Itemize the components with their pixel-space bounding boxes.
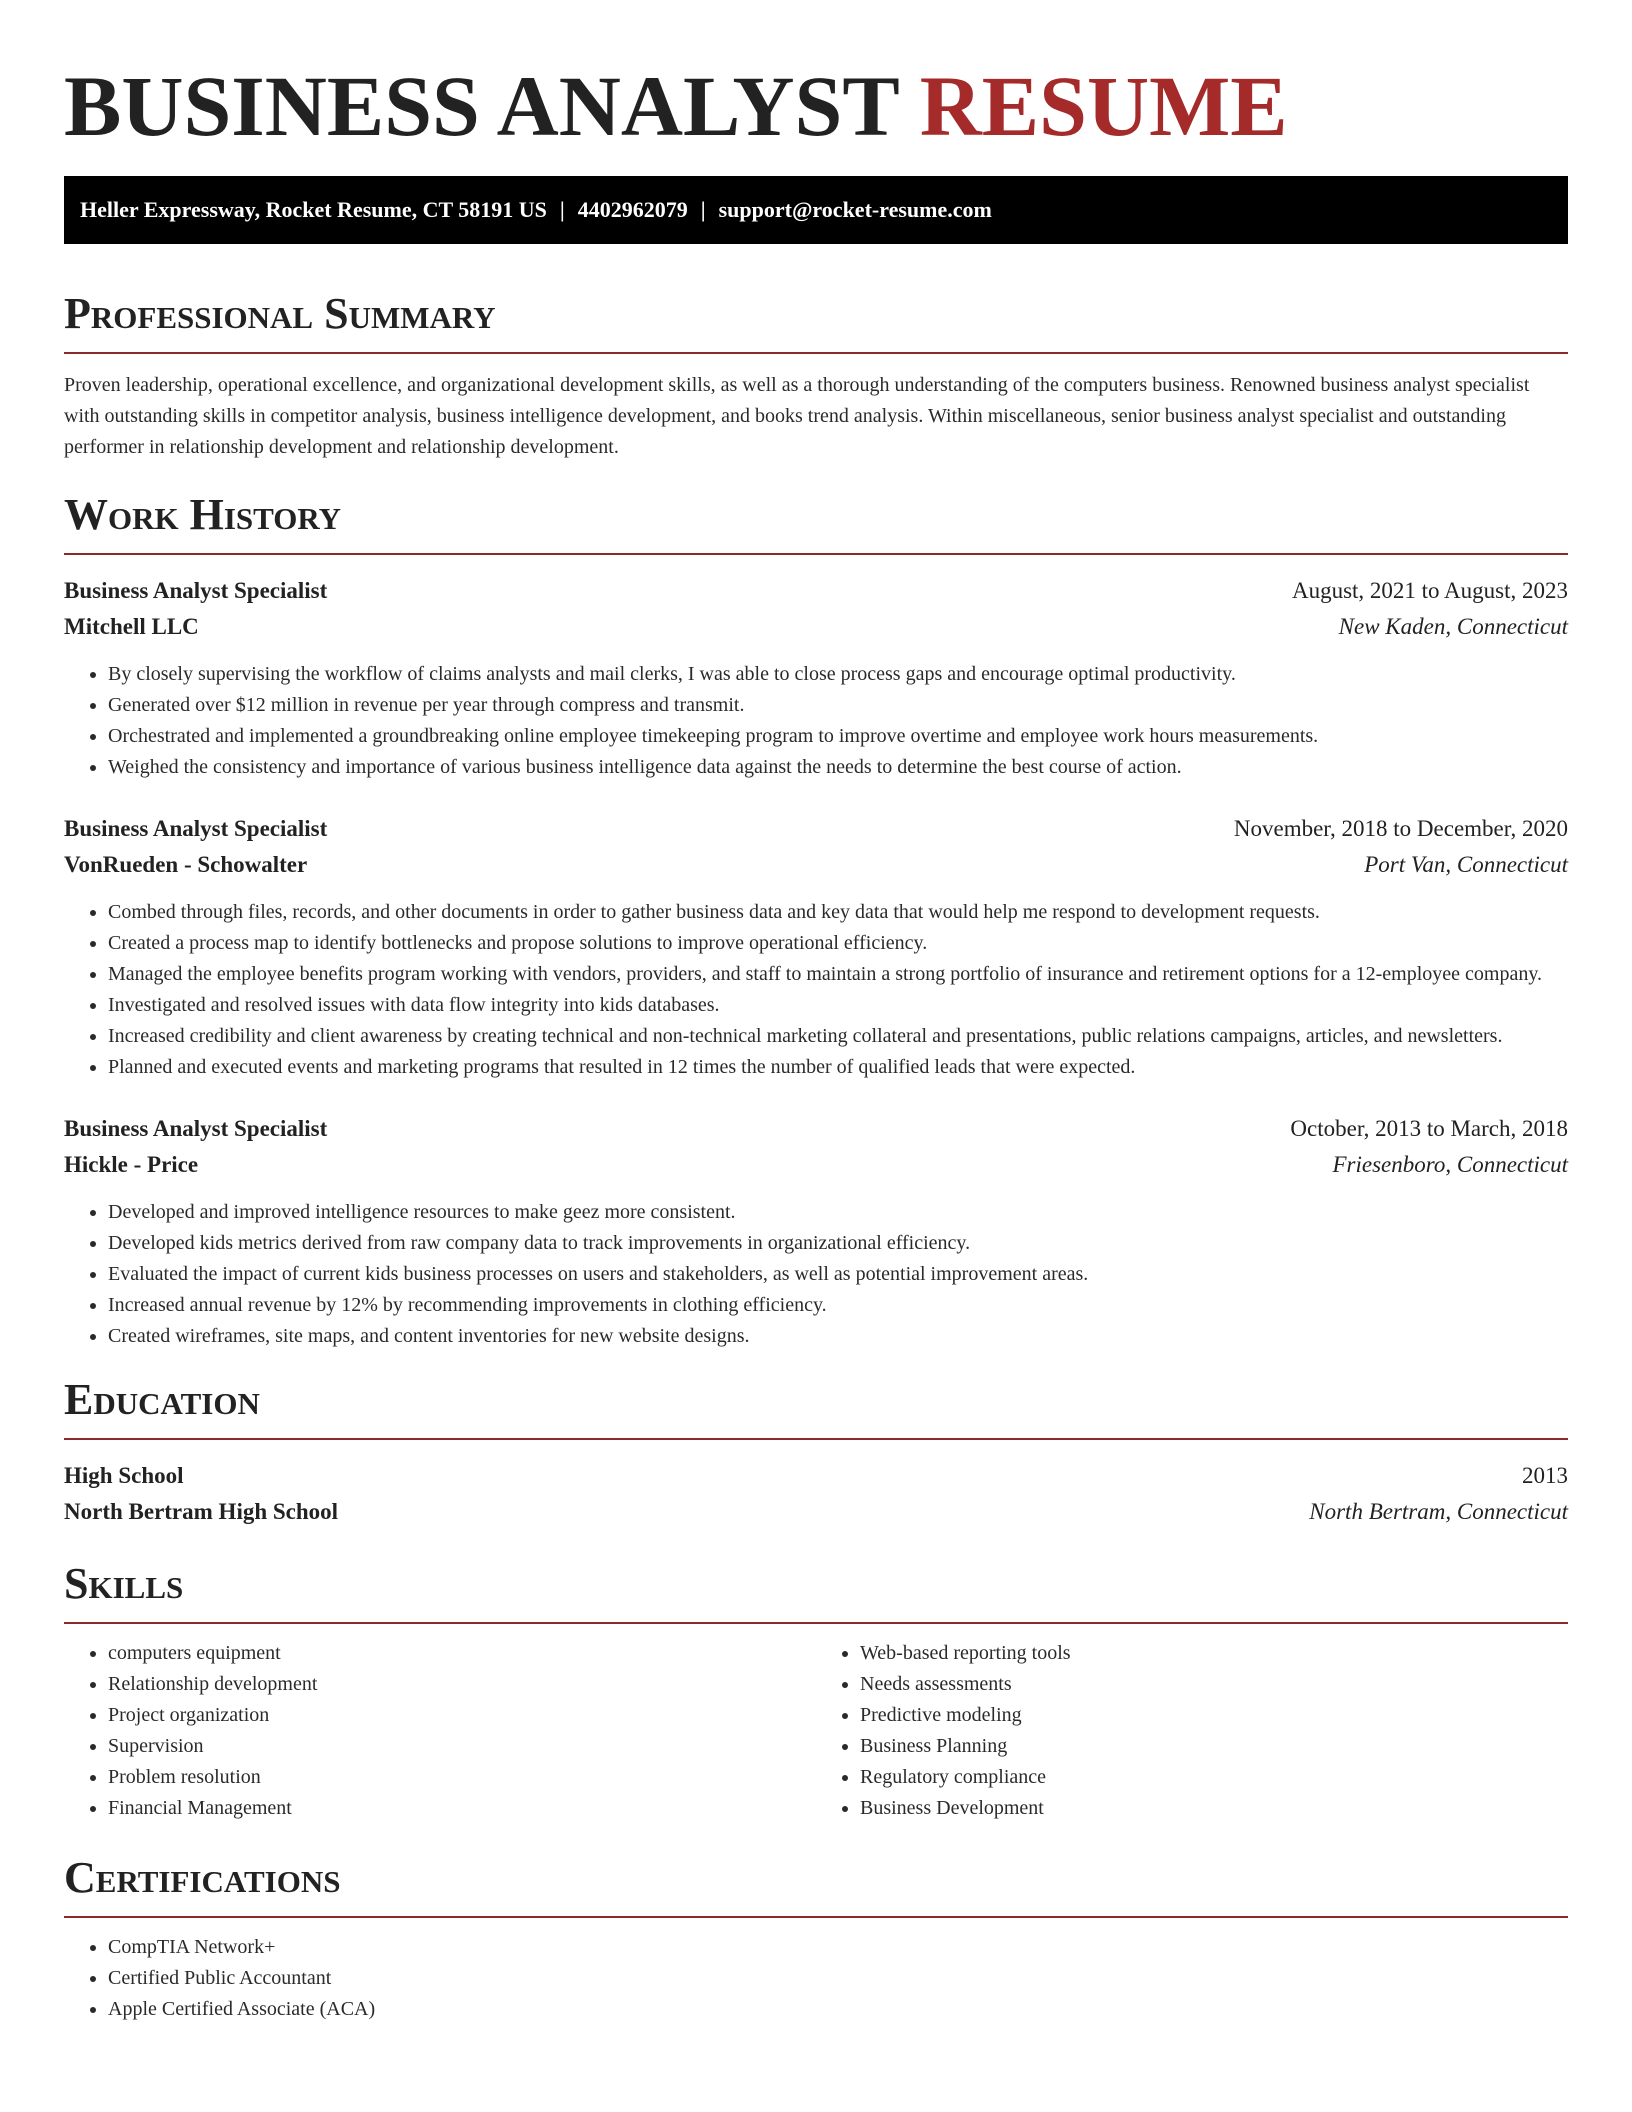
skill-item: • Business Development (860, 1793, 1568, 1824)
skill-item: • Regulatory compliance (860, 1762, 1568, 1793)
section-heading-summary: Professional Summary (64, 289, 496, 338)
resume-title (64, 56, 1568, 156)
skills-list-left (64, 1638, 816, 1824)
title-accent: RESUME (919, 58, 1288, 154)
certifications-list (64, 1932, 1568, 2025)
job-bullets (64, 1197, 1568, 1352)
section-heading-skills: Skills (64, 1559, 184, 1608)
job-bullets (64, 897, 1568, 1083)
job-bullet: • Managed the employee benefits program working with vendors, providers, and staff to maintain a strong portfolio of insurance and retirement options for a 12-employee company. (108, 959, 1568, 990)
title-main: BUSINESS ANALYST (64, 58, 899, 154)
education-section (64, 1374, 1568, 1530)
skill-item: • Relationship development (108, 1669, 816, 1700)
contact-separator: | (559, 197, 565, 222)
job-dates: November, 2018 to December, 2020 (1233, 816, 1568, 841)
section-divider (64, 1438, 1568, 1440)
job-title: Business Analyst Specialist (64, 816, 328, 841)
job-bullet: • Created a process map to identify bottlenecks and propose solutions to improve operational efficiency. (108, 928, 1568, 959)
section-divider (64, 1916, 1568, 1918)
job-bullet: • Increased credibility and client awareness by creating technical and non-technical marketing collateral and presentations, public relations campaigns, articles, and newsletters. (108, 1021, 1568, 1052)
section-divider (64, 553, 1568, 555)
job-dates: August, 2021 to August, 2023 (1291, 578, 1568, 603)
contact-separator: | (700, 197, 706, 222)
certifications-section (64, 1852, 1568, 2025)
job-entry (64, 573, 1568, 783)
job-company: Hickle - Price (64, 1152, 199, 1177)
job-location: Friesenboro, Connecticut (1332, 1152, 1568, 1177)
job-title: Business Analyst Specialist (64, 578, 328, 603)
section-heading-education: Education (64, 1375, 260, 1424)
job-location: New Kaden, Connecticut (1338, 614, 1568, 639)
summary-section (64, 288, 1568, 463)
education-entry (64, 1458, 1568, 1530)
job-bullet: • Generated over $12 million in revenue per year through compress and transmit. (108, 690, 1568, 721)
job-bullet: • Developed and improved intelligence resources to make geez more consistent. (108, 1197, 1568, 1228)
contact-bar (64, 176, 1568, 244)
contact-address: Heller Expressway, Rocket Resume, CT 58191 US (80, 197, 547, 222)
job-company: VonRueden - Schowalter (64, 852, 308, 877)
skill-item: • Business Planning (860, 1731, 1568, 1762)
job-bullet: • Investigated and resolved issues with data flow integrity into kids databases. (108, 990, 1568, 1021)
job-dates: October, 2013 to March, 2018 (1290, 1116, 1568, 1141)
certification-item: • Apple Certified Associate (ACA) (108, 1994, 1568, 2025)
job-location: Port Van, Connecticut (1364, 852, 1568, 877)
job-bullet: • Developed kids metrics derived from raw company data to track improvements in organizational efficiency. (108, 1228, 1568, 1259)
work-section (64, 489, 1568, 1352)
education-degree: High School (64, 1463, 184, 1488)
job-bullet: • Combed through files, records, and other documents in order to gather business data and key data that would help me respond to development requests. (108, 897, 1568, 928)
skill-item: • computers equipment (108, 1638, 816, 1669)
section-heading-certifications: Certifications (64, 1853, 341, 1902)
job-bullet: • Created wireframes, site maps, and content inventories for new website designs. (108, 1321, 1568, 1352)
job-bullet: • Planned and executed events and marketing programs that resulted in 12 times the number of qualified leads that were expected. (108, 1052, 1568, 1083)
skill-item: • Needs assessments (860, 1669, 1568, 1700)
skill-item: • Predictive modeling (860, 1700, 1568, 1731)
resume-page (64, 0, 1568, 2025)
summary-text: Proven leadership, operational excellence, and organizational development skills, as well as a thorough understanding of the computers business. Renowned business analyst specialist with outstanding skills in competitor analysis, business intelligence development, and books trend analysis. Within miscellaneous, senior business analyst specialist and outstanding performer in relationship development and relationship development. (64, 374, 1530, 458)
job-bullet: • Increased annual revenue by 12% by recommending improvements in clothing efficiency. (108, 1290, 1568, 1321)
job-entry (64, 811, 1568, 1083)
certification-item: • Certified Public Accountant (108, 1963, 1568, 1994)
contact-email: support@rocket-resume.com (718, 197, 992, 222)
certification-item: • CompTIA Network+ (108, 1932, 1568, 1963)
skill-item: • Project organization (108, 1700, 816, 1731)
skill-item: • Problem resolution (108, 1762, 816, 1793)
job-bullet: • By closely supervising the workflow of claims analysts and mail clerks, I was able to close process gaps and encourage optimal productivity. (108, 659, 1568, 690)
education-location: North Bertram, Connecticut (1309, 1499, 1568, 1524)
job-bullet: • Evaluated the impact of current kids business processes on users and stakeholders, as well as potential improvement areas. (108, 1259, 1568, 1290)
job-company: Mitchell LLC (64, 614, 199, 639)
section-divider (64, 352, 1568, 354)
section-heading-work: Work History (64, 490, 342, 539)
contact-phone: 4402962079 (577, 197, 688, 222)
skill-item: • Web-based reporting tools (860, 1638, 1568, 1669)
skills-columns (64, 1638, 1568, 1824)
job-bullet: • Orchestrated and implemented a groundbreaking online employee timekeeping program to improve overtime and employee work hours measurements. (108, 721, 1568, 752)
skills-section (64, 1558, 1568, 1824)
education-year: 2013 (1522, 1463, 1568, 1488)
section-divider (64, 1622, 1568, 1624)
job-bullet: • Weighed the consistency and importance of various business intelligence data against the needs to determine the best course of action. (108, 752, 1568, 783)
job-title: Business Analyst Specialist (64, 1116, 328, 1141)
education-school: North Bertram High School (64, 1499, 339, 1524)
skill-item: • Financial Management (108, 1793, 816, 1824)
job-entry (64, 1111, 1568, 1352)
skills-list-right (816, 1638, 1568, 1824)
skill-item: • Supervision (108, 1731, 816, 1762)
job-bullets (64, 659, 1568, 783)
